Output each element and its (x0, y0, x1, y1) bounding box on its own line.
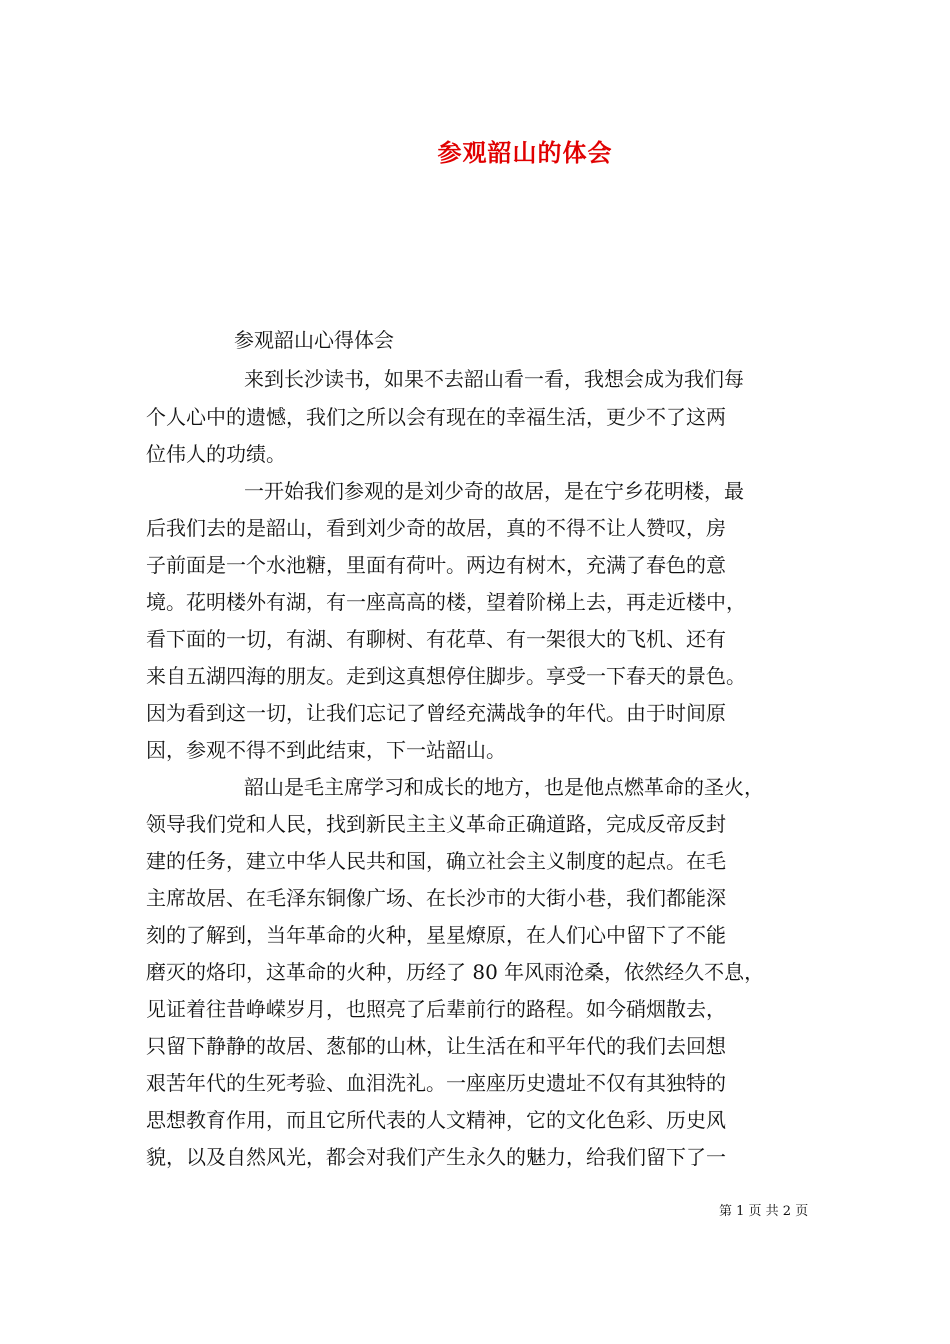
paragraph-line: 个人心中的遗憾，我们之所以会有现在的幸福生活，更少不了这两 (146, 405, 726, 429)
paragraph-line: 来到长沙读书，如果不去韶山看一看，我想会成为我们每 (244, 367, 744, 391)
paragraph-line: 思想教育作用，而且它所代表的人文精神，它的文化色彩、历史风 (146, 1108, 726, 1132)
paragraph-line: 韶山是毛主席学习和成长的地方，也是他点燃革命的圣火， (244, 775, 764, 799)
paragraph-line: 位伟人的功绩。 (146, 442, 286, 466)
paragraph-line: 艰苦年代的生死考验、血泪洗礼。一座座历史遗址不仅有其独特的 (146, 1071, 726, 1095)
paragraph-line: 建的任务，建立中华人民共和国，确立社会主义制度的起点。在毛 (146, 849, 726, 873)
paragraph-line: 看下面的一切，有湖、有聊树、有花草、有一架很大的飞机、还有 (146, 627, 726, 651)
page-title: 参观韶山的体会 (437, 138, 613, 167)
paragraph-line: 境。花明楼外有湖，有一座高高的楼，望着阶梯上去，再走近楼中， (146, 590, 746, 614)
paragraph-line: 主席故居、在毛泽东铜像广场、在长沙市的大街小巷，我们都能深 (146, 886, 726, 910)
paragraph-line: 子前面是一个水池糖，里面有荷叶。两边有树木，充满了春色的意 (146, 553, 726, 577)
paragraph-line: 刻的了解到，当年革命的火种，星星燎原，在人们心中留下了不能 (146, 923, 726, 947)
paragraph-line: 只留下静静的故居、葱郁的山林，让生活在和平年代的我们去回想 (146, 1034, 726, 1058)
page-number: 第 1 页 共 2 页 (719, 1204, 809, 1219)
paragraph-line: 磨灭的烙印，这革命的火种，历经了 80 年风雨沧桑，依然经久不息， (146, 960, 765, 984)
paragraph-line: 后我们去的是韶山，看到刘少奇的故居，真的不得不让人赞叹，房 (146, 516, 726, 540)
paragraph-line: 因为看到这一切，让我们忘记了曾经充满战争的年代。由于时间原 (146, 701, 726, 725)
paragraph-line: 因，参观不得不到此结束，下一站韶山。 (146, 738, 506, 762)
paragraph-line: 领导我们党和人民，找到新民主主义革命正确道路，完成反帝反封 (146, 812, 726, 836)
document-subtitle: 参观韶山心得体会 (234, 328, 394, 352)
paragraph-line: 一开始我们参观的是刘少奇的故居，是在宁乡花明楼，最 (244, 479, 744, 503)
paragraph-line: 貌，以及自然风光，都会对我们产生永久的魅力，给我们留下了一 (146, 1145, 726, 1169)
paragraph-line: 来自五湖四海的朋友。走到这真想停住脚步。享受一下春天的景色。 (146, 664, 746, 688)
paragraph-line: 见证着往昔峥嵘岁月，也照亮了后辈前行的路程。如今硝烟散去， (146, 997, 726, 1021)
